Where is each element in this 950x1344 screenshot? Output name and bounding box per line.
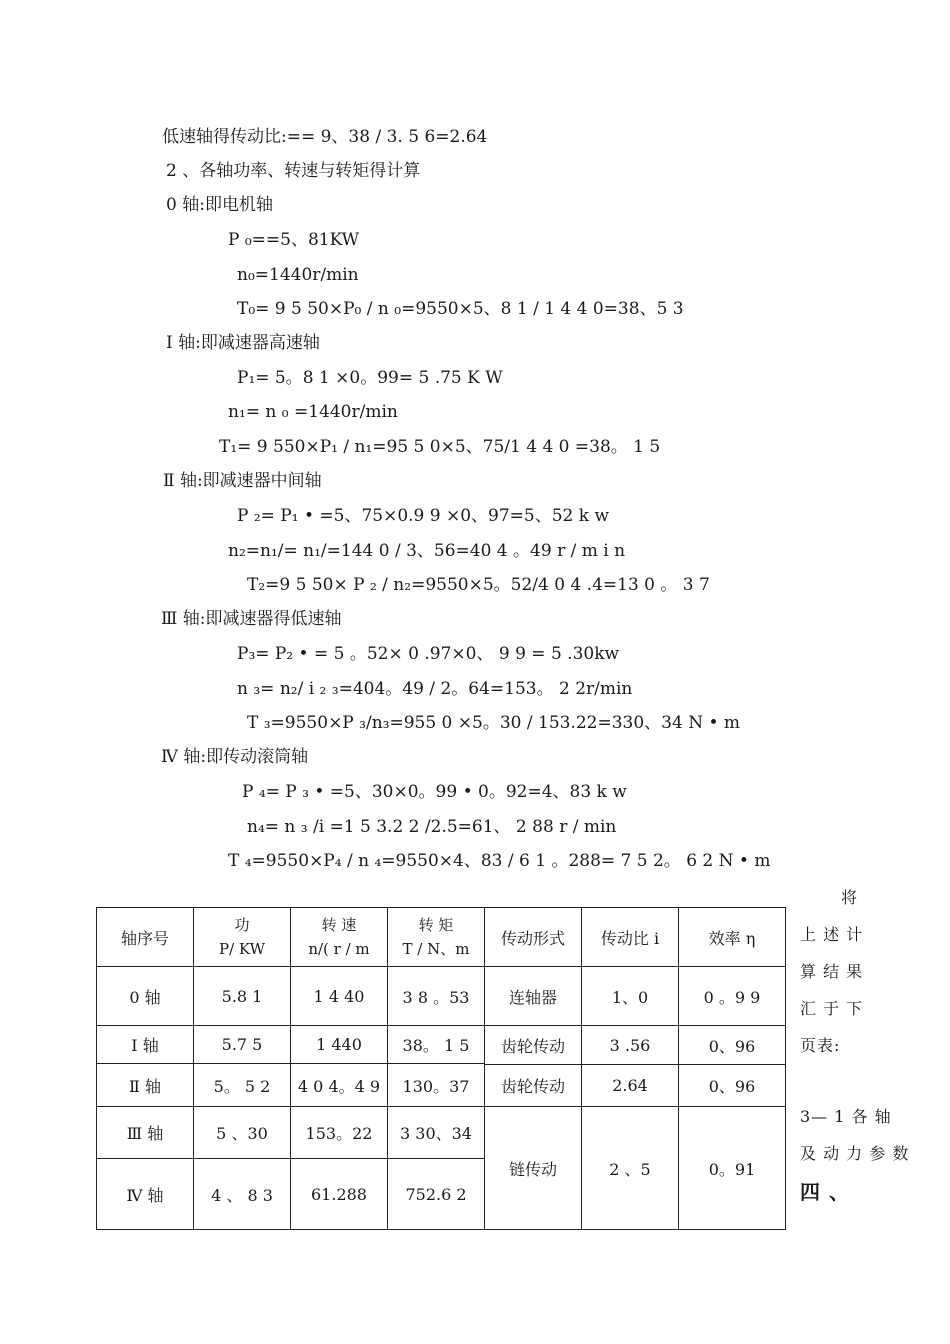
cell-torque: 3 8 。53: [388, 967, 485, 1026]
cell-mode: 齿轮传动: [485, 1065, 582, 1107]
cell-power: 5。 5 2: [194, 1064, 291, 1107]
side-text-2: 上 述 计: [800, 925, 864, 944]
side-text-8: 四 、: [800, 1180, 850, 1204]
cell-power: 5.7 5: [194, 1026, 291, 1064]
shaft-3-speed: n ₃= n₂/ i ₂ ₃=404。49 / 2。64=153。 2 2r/min: [237, 679, 633, 699]
cell-efficiency: 0、96: [679, 1065, 786, 1107]
header-speed: 转 速 n/( r / m: [291, 908, 388, 967]
shaft-2-power: P ₂= P₁ • =5、75×0.9 9 ×0、97=5、52 k w: [237, 506, 610, 526]
cell-efficiency: 0。91: [679, 1107, 786, 1230]
shaft-0-torque: T₀= 9 5 50×P₀ / n ₀=9550×5、8 1 / 1 4 4 0=38、5 3: [237, 299, 684, 319]
shaft-4-torque: T ₄=9550×P₄ / n ₄=9550×4、83 / 6 1 。288= 7 5 2。 6 2 N • m: [228, 851, 771, 871]
cell-shaft: Ⅲ 轴: [97, 1107, 194, 1159]
shaft-3-heading: Ⅲ 轴:即减速器得低速轴: [161, 609, 342, 629]
cell-ratio: 3 .56: [582, 1026, 679, 1065]
shaft-1-speed: n₁= n ₀ =1440r/min: [228, 402, 398, 422]
side-text-3: 算 结 果: [800, 962, 864, 981]
header-torque: 转 矩 T / N、m: [388, 908, 485, 967]
shaft-4-power: P ₄= P ₃ • =5、30×0。99 • 0。92=4、83 k w: [242, 782, 627, 802]
cell-mode: 连轴器: [485, 967, 582, 1026]
cell-ratio: 1、0: [582, 967, 679, 1026]
header-ratio: 传动比 i: [582, 908, 679, 967]
shaft-2-speed: n₂=n₁/= n₁/=144 0 / 3、56=40 4 。49 r / m i n: [228, 541, 626, 561]
shaft-0-heading: 0 轴:即电机轴: [166, 195, 273, 215]
table-row: [97, 967, 786, 1026]
cell-speed: 1 440: [291, 1026, 388, 1064]
shaft-0-power: P ₀==5、81KW: [228, 230, 360, 250]
cell-efficiency: 0、96: [679, 1026, 786, 1065]
header-efficiency: 效率 η: [679, 908, 786, 967]
parameter-table: [96, 907, 786, 1230]
cell-mode: 齿轮传动: [485, 1026, 582, 1065]
shaft-3-power: P₃= P₂ • = 5 。52× 0 .97×0、 9 9 = 5 .30kw: [237, 644, 620, 664]
cell-power: 4 、 8 3: [194, 1159, 291, 1230]
cell-ratio: 2 、5: [582, 1107, 679, 1230]
cell-shaft: Ⅱ 轴: [97, 1064, 194, 1107]
cell-power: 5.8 1: [194, 967, 291, 1026]
shaft-0-speed: n₀=1440r/min: [237, 265, 359, 285]
cell-torque: 130。37: [388, 1064, 485, 1107]
cell-ratio: 2.64: [582, 1065, 679, 1107]
table-header-row: [97, 908, 786, 967]
side-text-6: 3— 1 各 轴: [800, 1107, 892, 1126]
cell-torque: 38。 1 5: [388, 1026, 485, 1064]
side-text-1: 将: [841, 888, 859, 907]
side-text-7: 及 动 力 参 数: [800, 1144, 910, 1163]
header-power: 功 P/ KW: [194, 908, 291, 967]
header-shaft: 轴序号: [97, 908, 194, 967]
shaft-1-power: P₁= 5。8 1 ×0。99= 5 .75 K W: [237, 368, 503, 388]
header-mode: 传动形式: [485, 908, 582, 967]
ratio-line: 低速轴得传动比:== 9、38 / 3. 5 6=2.64: [162, 127, 488, 147]
cell-speed: 61.288: [291, 1159, 388, 1230]
side-text-5: 页表:: [800, 1036, 841, 1055]
shaft-2-torque: T₂=9 5 50× P ₂ / n₂=9550×5。52/4 0 4 .4=13 0 。 3 7: [247, 575, 710, 595]
cell-torque: 752.6 2: [388, 1159, 485, 1230]
cell-speed: 4 0 4。4 9: [291, 1064, 388, 1107]
shaft-4-speed: n₄= n ₃ /i =1 5 3.2 2 /2.5=61、 2 88 r / min: [247, 817, 617, 837]
shaft-4-heading: Ⅳ 轴:即传动滚筒轴: [161, 747, 309, 767]
cell-shaft: 0 轴: [97, 967, 194, 1026]
shaft-3-torque: T ₃=9550×P ₃/n₃=955 0 ×5。30 / 153.22=330、34 N • m: [247, 713, 741, 733]
side-text-4: 汇 于 下: [800, 999, 864, 1018]
shaft-2-heading: Ⅱ 轴:即减速器中间轴: [163, 471, 322, 491]
cell-shaft: Ⅰ 轴: [97, 1026, 194, 1064]
cell-power: 5 、30: [194, 1107, 291, 1159]
cell-mode: 链传动: [485, 1107, 582, 1230]
cell-speed: 153。22: [291, 1107, 388, 1159]
shaft-1-torque: T₁= 9 550×P₁ / n₁=95 5 0×5、75/1 4 4 0 =38。 1 5: [219, 437, 661, 457]
cell-torque: 3 30、34: [388, 1107, 485, 1159]
cell-shaft: Ⅳ 轴: [97, 1159, 194, 1230]
cell-speed: 1 4 40: [291, 967, 388, 1026]
section-heading: 2 、各轴功率、转速与转矩得计算: [166, 161, 421, 181]
shaft-1-heading: Ⅰ 轴:即减速器高速轴: [166, 333, 320, 353]
cell-efficiency: 0 。9 9: [679, 967, 786, 1026]
